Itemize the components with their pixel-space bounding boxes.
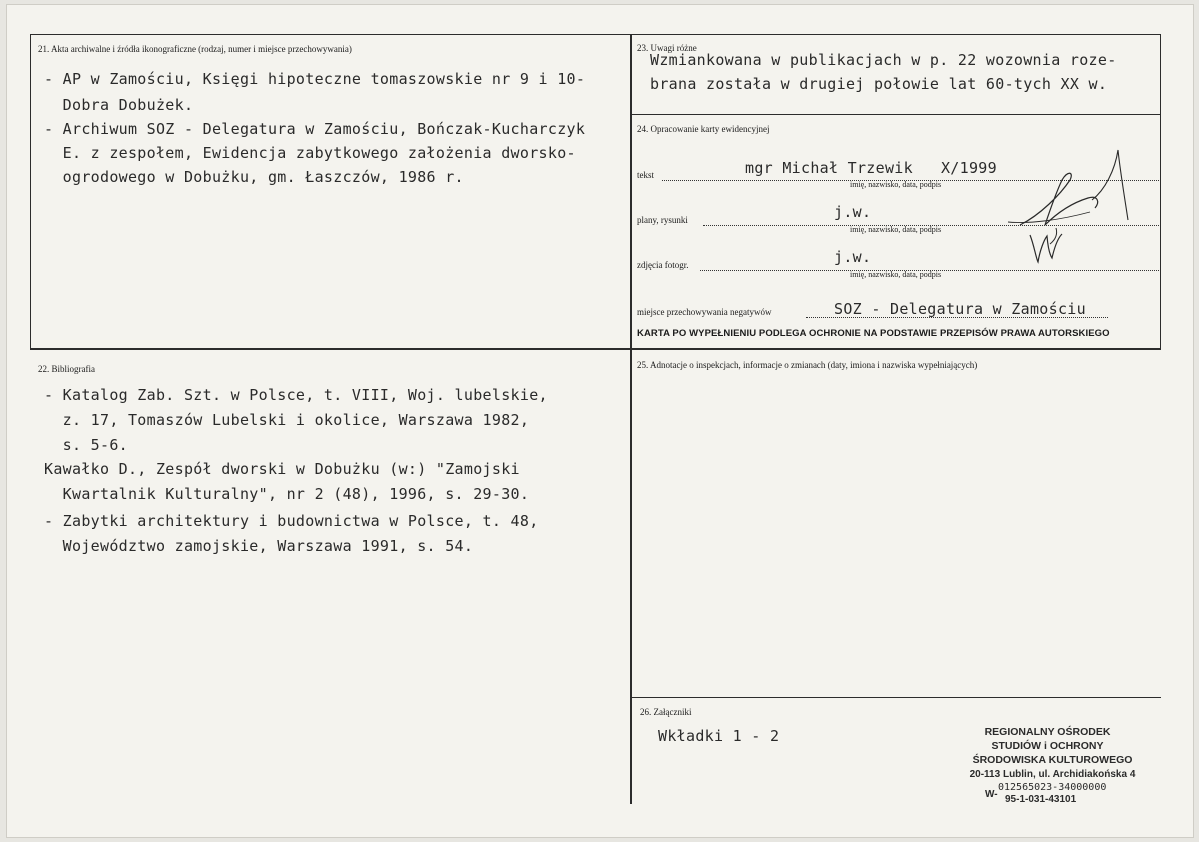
row-divider bbox=[30, 348, 1161, 350]
text-author-value: mgr Michał Trzewik X/1999 bbox=[745, 159, 997, 177]
section21-line: E. z zespołem, Ewidencja zabytkowego założenia dworsko- bbox=[44, 144, 576, 162]
photos-value: j.w. bbox=[834, 248, 872, 266]
section21-line: - AP w Zamościu, Księgi hipoteczne tomaszowskie nr 9 i 10- bbox=[44, 70, 586, 88]
vertical-divider bbox=[630, 34, 632, 804]
stamp-prefix: W- bbox=[985, 789, 998, 800]
stamp-line: ŚRODOWISKA KULTUROWEGO bbox=[972, 754, 1133, 766]
stamp-line: REGIONALNY OŚRODEK bbox=[984, 726, 1111, 738]
section21-line: Dobra Dobużek. bbox=[44, 96, 194, 114]
section23-divider bbox=[631, 114, 1161, 115]
section22-line: z. 17, Tomaszów Lubelski i okolice, Warszawa 1982, bbox=[44, 411, 530, 429]
stamp-line: STUDIÓW i OCHRONY bbox=[991, 740, 1104, 752]
section26-header: 26. Załączniki bbox=[640, 707, 692, 717]
section26-value: Wkładki 1 - 2 bbox=[658, 727, 780, 745]
section24-header: 24. Opracowanie karty ewidencyjnej bbox=[637, 124, 770, 134]
left-border bbox=[30, 34, 31, 349]
section23-line: Wzmiankowana w publikacjach w p. 22 wozownia roze- bbox=[650, 51, 1117, 69]
photos-caption: imię, nazwisko, data, podpis bbox=[850, 270, 942, 279]
section26-divider bbox=[631, 697, 1161, 698]
section21-line: - Archiwum SOZ - Delegatura w Zamościu, Bończak-Kucharczyk bbox=[44, 120, 586, 138]
right-border bbox=[1160, 34, 1161, 349]
plans-label: plany, rysunki bbox=[637, 215, 688, 225]
section22-line: Kwartalnik Kulturalny", nr 2 (48), 1996, s. 29-30. bbox=[44, 485, 530, 503]
section22-line: s. 5-6. bbox=[44, 436, 128, 454]
section21-line: ogrodowego w Dobużku, gm. Łaszczów, 1986 r. bbox=[44, 168, 464, 186]
section22-header: 22. Bibliografia bbox=[38, 364, 95, 374]
stamp-line: 012565023-34000000 bbox=[998, 782, 1107, 793]
signature-scribble bbox=[1000, 140, 1140, 270]
section22-line: - Zabytki architektury i budownictwa w Polsce, t. 48, bbox=[44, 512, 539, 530]
stamp-line: 20-113 Lublin, ul. Archidiakońska 4 bbox=[969, 769, 1136, 780]
section22-line: Województwo zamojskie, Warszawa 1991, s. 54. bbox=[44, 537, 474, 555]
text-author-label: tekst bbox=[637, 170, 654, 180]
plans-caption: imię, nazwisko, data, podpis bbox=[850, 225, 942, 234]
photos-label: zdjęcia fotogr. bbox=[637, 260, 689, 270]
section22-line: Kawałko D., Zespół dworski w Dobużku (w:) "Zamojski bbox=[44, 460, 520, 478]
section25-header: 25. Adnotacje o inspekcjach, informacje o zmianach (daty, imiona i nazwiska wypełniających) bbox=[637, 360, 978, 370]
section22-line: - Katalog Zab. Szt. w Polsce, t. VIII, Woj. lubelskie, bbox=[44, 386, 548, 404]
negatives-value: SOZ - Delegatura w Zamościu bbox=[834, 300, 1086, 318]
section21-header: 21. Akta archiwalne i źródła ikonograficzne (rodzaj, numer i miejsce przechowywania) bbox=[38, 44, 352, 54]
plans-value: j.w. bbox=[834, 203, 872, 221]
top-border bbox=[30, 34, 1161, 35]
negatives-label: miejsce przechowywania negatywów bbox=[637, 307, 772, 317]
text-author-caption: imię, nazwisko, data, podpis bbox=[850, 180, 942, 189]
stamp-line: 95-1-031-43101 bbox=[1005, 794, 1077, 805]
copyright-note: KARTA PO WYPEŁNIENIU PODLEGA OCHRONIE NA PODSTAWIE PRZEPISÓW PRAWA AUTORSKIEGO bbox=[637, 328, 1110, 339]
section23-header: 23. Uwagi różne bbox=[637, 43, 697, 53]
section23-line: brana została w drugiej połowie lat 60-tych XX w. bbox=[650, 75, 1108, 93]
